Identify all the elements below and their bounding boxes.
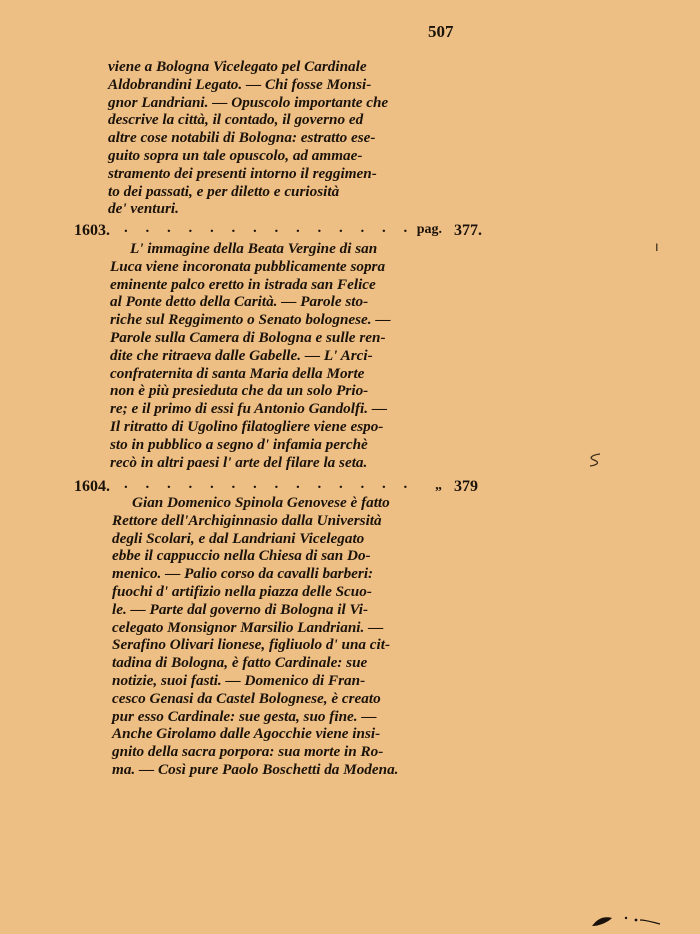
page-label: „ [435, 478, 442, 493]
text-line: L' immagine della Beata Vergine di san [130, 240, 378, 257]
text-line: Luca viene incoronata pubblicamente sopra [110, 257, 386, 275]
text-line: cesco Genasi da Castel Bolognese, è creato [112, 689, 381, 707]
text-line: le. — Parte dal governo di Bologna il Vi- [112, 600, 369, 618]
text-line: confraternita di santa Maria della Morte [110, 364, 365, 382]
stray-mark-tick: ı [655, 240, 659, 255]
entry-heading-1603 [74, 222, 494, 240]
page-reference: 379 [454, 478, 478, 495]
text-line: Aldobrandini Legato. — Chi fosse Monsi- [108, 75, 372, 93]
page-reference: 377. [454, 222, 482, 239]
text-line: celegato Monsignor Marsilio Landriani. — [112, 618, 384, 636]
text-line: recò in altri paesi l' arte del filare la seta. [110, 453, 368, 471]
text-line: Serafino Olivari lionese, figliuolo d' una cit- [112, 636, 391, 654]
page-label: pag. [416, 222, 442, 237]
text-line: gnor Landriani. — Opuscolo importante che [108, 93, 389, 111]
entry-text-continuation [108, 58, 442, 218]
text-line: dite che ritraeva dalle Gabelle. — L' Arci- [110, 346, 373, 364]
text-line: pur esso Cardinale: sue gesta, suo fine. — [112, 707, 377, 725]
text-line: ma. — Così pure Paolo Boschetti da Modena. [112, 760, 399, 778]
text-line: de' venturi. [108, 200, 179, 218]
text-line: Rettore dell'Archiginnasio dalla Università [112, 511, 382, 529]
stray-mark-squiggle [586, 452, 606, 468]
dot-leaders: . . . . . . . . . . . . . . [124, 220, 415, 236]
text-line: eminente palco eretto in istrada san Felice [110, 275, 376, 293]
entry-text-1604 [112, 494, 446, 779]
text-line: gnito della sacra porpora: sua morte in Ro- [112, 743, 384, 761]
entry-text-1603 [110, 240, 444, 471]
text-line: Gian Domenico Spinola Genovese è fatto [132, 494, 390, 511]
text-line: menico. — Palio corso da cavalli barberi: [112, 565, 374, 583]
text-line: descrive la città, il contado, il governo ed [108, 111, 364, 129]
text-line: ebbe il cappuccio nella Chiesa di san Do- [112, 547, 371, 565]
text-line: Il ritratto di Ugolino filatogliere viene espo- [110, 417, 384, 435]
text-line: al Ponte detto della Carità. — Parole sto- [110, 293, 369, 311]
text-line: fuochi d' artifizio nella piazza delle Scuo- [112, 582, 372, 600]
dot-leaders: . . . . . . . . . . . . . . [124, 476, 415, 492]
text-line: non è più presieduta che da un solo Prio- [110, 382, 369, 400]
text-line: Parole sulla Camera di Bologna e sulle ren- [110, 328, 386, 346]
text-line: riche sul Reggimento o Senato bolognese. — [110, 311, 391, 329]
text-line: stramento dei presenti intorno il reggimen- [108, 164, 377, 182]
text-line: re; e il primo di essi fu Antonio Gandolfi. — [110, 400, 388, 418]
text-line: Anche Girolamo dalle Agocchie viene insi- [112, 725, 381, 743]
text-line: altre cose notabili di Bologna: estratto ese- [108, 129, 376, 147]
text-line: tadina di Bologna, è fatto Cardinale: sue [112, 654, 368, 672]
text-line: degli Scolari, e dal Landriani Vicelegato [112, 529, 365, 547]
text-line: to dei passati, e per diletto e curiosità [108, 182, 340, 200]
page-number: 507 [428, 22, 454, 41]
text-line: guito sopra un tale opuscolo, ad ammae- [108, 146, 363, 164]
entry-year: 1603. [74, 222, 110, 239]
text-line: viene a Bologna Vicelegato pel Cardinale [108, 58, 367, 75]
entry-year: 1604. [74, 478, 110, 495]
stray-mark-blot [590, 908, 664, 930]
text-line: sto in pubblico a segno d' infamia perchè [110, 435, 368, 453]
text-line: notizie, suoi fasti. — Domenico di Fran- [112, 671, 366, 689]
